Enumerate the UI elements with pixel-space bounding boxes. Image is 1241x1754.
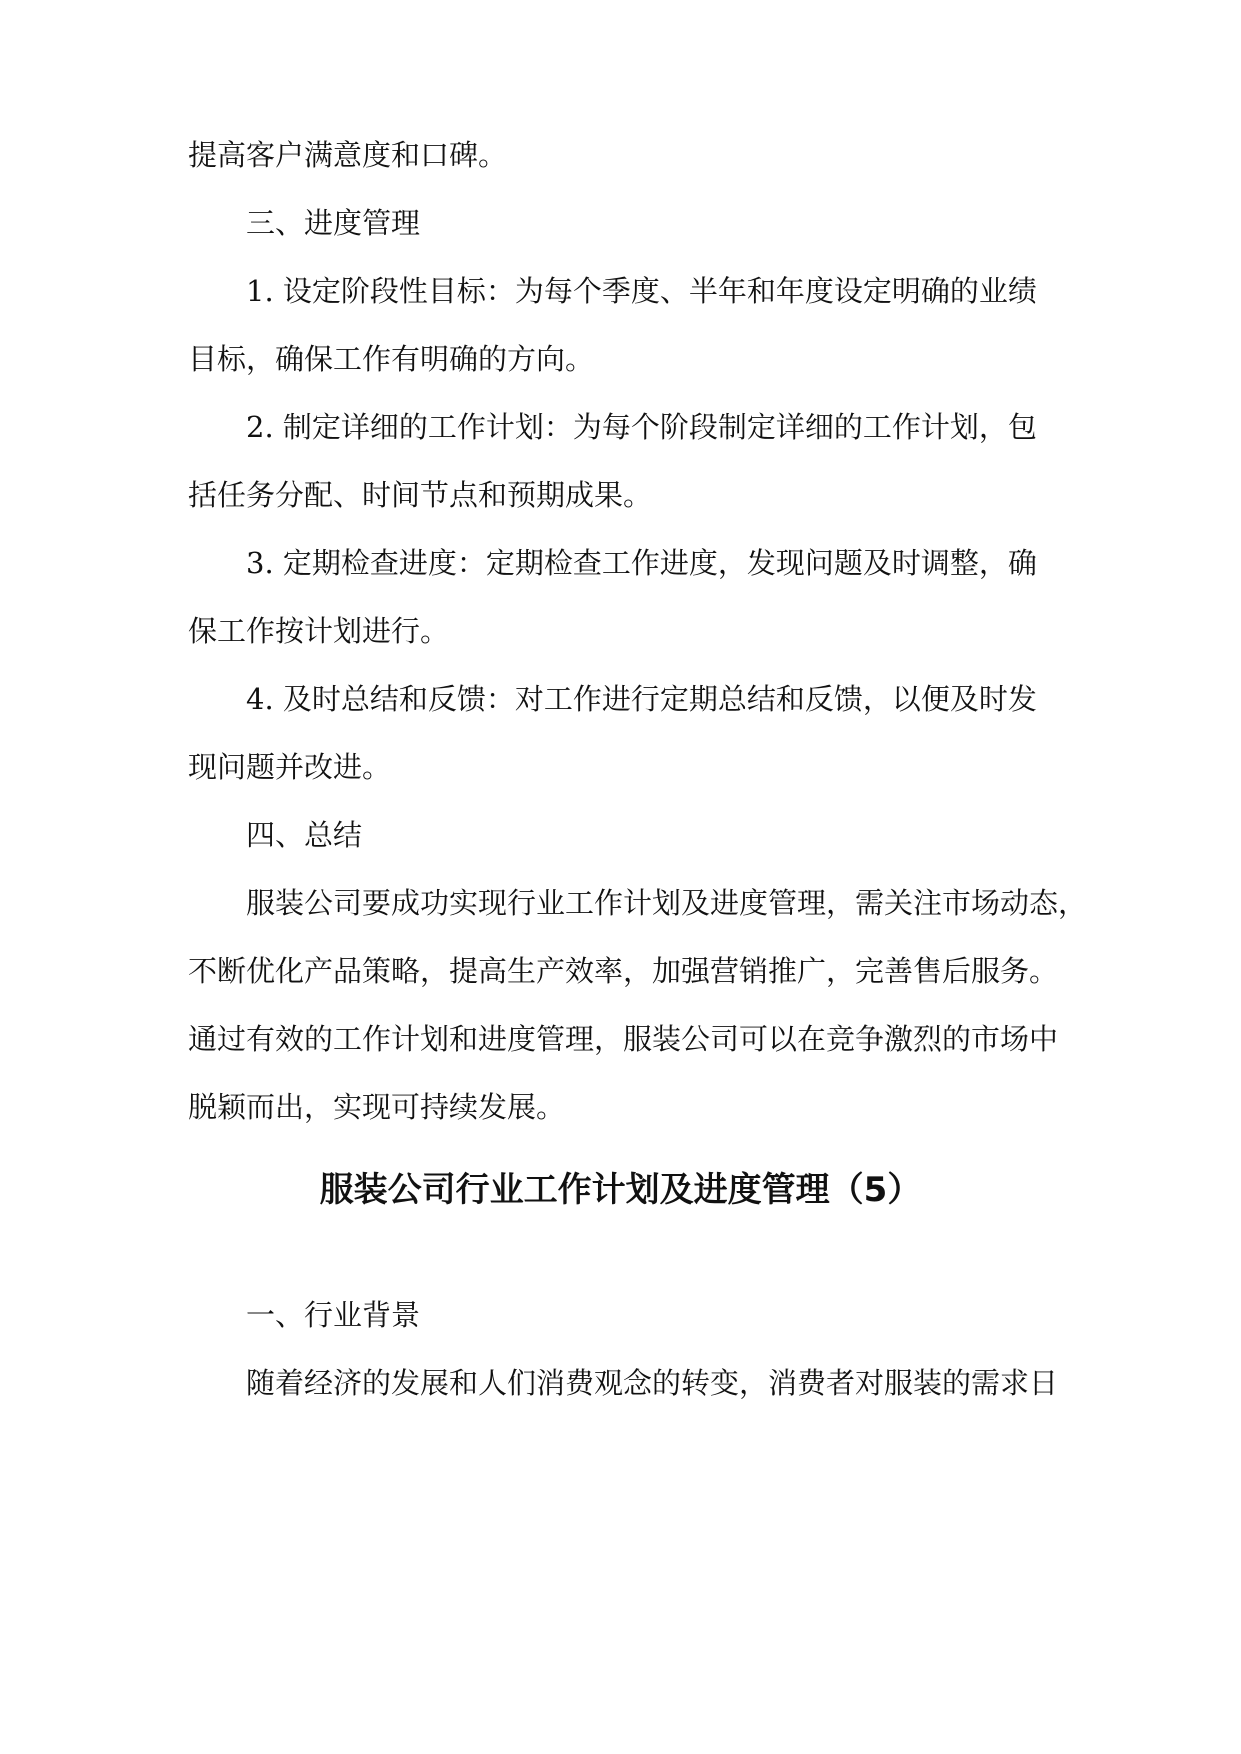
section-heading-summary: 四、总结 <box>246 818 363 852</box>
list-item-2-line-1: 2. 制定详细的工作计划：为每个阶段制定详细的工作计划，包 <box>246 410 1037 444</box>
list-item-2-line-2: 括任务分配、时间节点和预期成果。 <box>188 478 653 512</box>
document-title: 服装公司行业工作计划及进度管理（5） <box>319 1170 922 1210</box>
section-heading-progress-management: 三、进度管理 <box>246 206 421 240</box>
list-item-1-line-2: 目标，确保工作有明确的方向。 <box>188 342 595 376</box>
list-item-4-line-2: 现问题并改进。 <box>188 750 392 784</box>
summary-line-3: 通过有效的工作计划和进度管理，服装公司可以在竞争激烈的市场中 <box>188 1022 1059 1056</box>
summary-line-2: 不断优化产品策略，提高生产效率，加强营销推广，完善售后服务。 <box>188 954 1059 988</box>
list-item-4-line-1: 4. 及时总结和反馈：对工作进行定期总结和反馈，以便及时发 <box>246 682 1037 716</box>
summary-line-4: 脱颖而出，实现可持续发展。 <box>188 1090 566 1124</box>
list-item-3-line-1: 3. 定期检查进度：定期检查工作进度，发现问题及时调整，确 <box>246 546 1037 580</box>
summary-line-1: 服装公司要成功实现行业工作计划及进度管理，需关注市场动态， <box>246 886 1088 920</box>
list-item-3-line-2: 保工作按计划进行。 <box>188 614 450 648</box>
list-item-1-line-1: 1. 设定阶段性目标：为每个季度、半年和年度设定明确的业绩 <box>246 274 1037 308</box>
section-heading-industry-background: 一、行业背景 <box>246 1298 421 1332</box>
paragraph-line: 提高客户满意度和口碑。 <box>188 138 508 172</box>
background-line-1: 随着经济的发展和人们消费观念的转变，消费者对服装的需求日 <box>246 1366 1059 1400</box>
